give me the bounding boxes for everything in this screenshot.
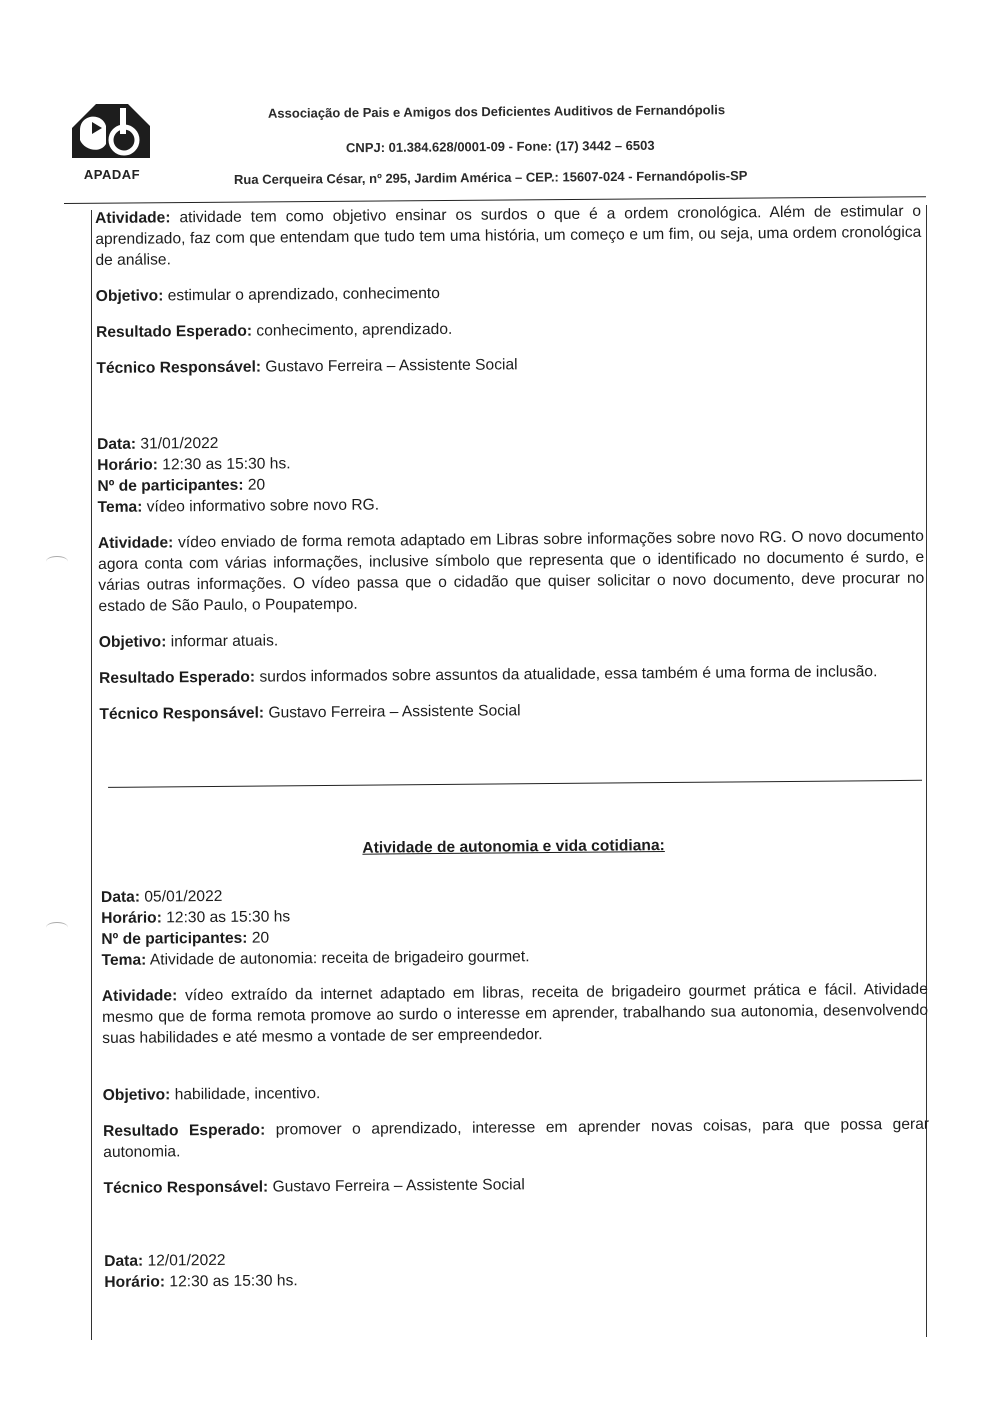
frame-left-border — [91, 210, 92, 1340]
resultado-label: Resultado Esperado: — [99, 668, 256, 687]
address-line: Rua Cerqueira César, nº 295, Jardim América – CEP.: 15607-024 - Fernandópolis-SP — [233, 167, 748, 188]
objetivo-label: Objetivo: — [102, 1086, 171, 1104]
participantes-text: 20 — [247, 929, 270, 947]
objetivo-label: Objetivo: — [98, 633, 167, 651]
tecnico-label: Técnico Responsável: — [96, 358, 262, 377]
apadaf-logo-mark — [66, 100, 156, 162]
document-body — [95, 201, 930, 1293]
section-title: Atividade de autonomia e vida cotidiana: — [362, 837, 665, 857]
horario-label: Horário: — [104, 1273, 166, 1291]
objetivo-label: Objetivo: — [95, 287, 164, 305]
participantes-label: Nº de participantes: — [101, 929, 248, 948]
tecnico-text: Gustavo Ferreira – Assistente Social — [263, 702, 521, 722]
resultado-paragraph — [103, 1114, 929, 1163]
scan-mark — [46, 556, 68, 567]
atividade-text: vídeo enviado de forma remota adaptado em Libras sobre informações sobre novo RG. O novo documento agora conta com várias informações, inclusive símbolo que representa que o identificado no documento é surdo, e várias outras informações. O vídeo passa que o cidadão que quiser solicitar o novo documento, deve procurar no estado de São Paulo, o Poupatempo. — [98, 527, 925, 615]
horario-text: 12:30 as 15:30 hs — [161, 908, 291, 927]
atividade-label: Atividade: — [97, 534, 174, 552]
atividade-label: Atividade: — [101, 987, 178, 1005]
organization-name: Associação de Pais e Amigos dos Deficientes Auditivos de Fernandópolis — [267, 102, 726, 121]
tema-text: Atividade de autonomia: receita de brigadeiro gourmet. — [146, 948, 530, 969]
tema-text: vídeo informativo sobre novo RG. — [142, 496, 380, 516]
tecnico-label: Técnico Responsável: — [99, 704, 265, 723]
data-label: Data: — [96, 435, 137, 453]
atividade-text: atividade tem como objetivo ensinar os surdos o que é a ordem cronológica. Além de estimular o aprendizado, faz com que entendam que tudo tem uma história, um começo e um fim, ou seja, uma ordem cronológica de análise. — [95, 202, 922, 269]
atividade-text: vídeo extraído da internet adaptado em libras, receita de brigadeiro gourmet prática e fácil. Atividade mesmo que de forma remota promove ao surdo o interesse em aprender, trabalhando sua autonomia, desenvolvendo suas habilidades e até mesmo a vontade de ser empreendedor. — [101, 980, 929, 1047]
tecnico-label: Técnico Responsável: — [103, 1178, 269, 1197]
cnpj-phone-line: CNPJ: 01.384.628/0001-09 - Fone: (17) 3442 – 6503 — [345, 137, 655, 156]
apadaf-logo — [66, 100, 158, 182]
tecnico-text: Gustavo Ferreira – Assistente Social — [268, 1176, 525, 1196]
data-text: 05/01/2022 — [139, 887, 223, 906]
section-divider — [108, 780, 922, 788]
scan-mark — [46, 922, 68, 933]
participantes-label: Nº de participantes: — [97, 476, 244, 495]
resultado-text: promover o aprendizado, interesse em aprender novas coisas, para que possa gerar autonomia. — [103, 1115, 930, 1161]
data-label: Data: — [104, 1252, 144, 1270]
atividade-paragraph — [95, 201, 922, 271]
atividade-paragraph — [98, 526, 925, 617]
objetivo-text: habilidade, incentivo. — [170, 1085, 321, 1104]
logo-text: APADAF — [83, 167, 141, 182]
resultado-label: Resultado Esperado: — [96, 322, 253, 341]
horario-label: Horário: — [97, 456, 158, 474]
data-text: 31/01/2022 — [135, 434, 219, 453]
participantes-text: 20 — [243, 476, 266, 494]
horario-text: 12:30 as 15:30 hs. — [164, 1272, 298, 1291]
horario-label: Horário: — [101, 909, 162, 927]
atividade-paragraph — [102, 979, 929, 1049]
resultado-text: surdos informados sobre assuntos da atualidade, essa também é uma forma de inclusão. — [254, 663, 878, 686]
data-text: 12/01/2022 — [143, 1251, 226, 1270]
objetivo-text: informar atuais. — [166, 632, 279, 651]
atividade-label: Atividade: — [95, 209, 171, 227]
tema-label: Tema: — [101, 951, 147, 969]
data-label: Data: — [100, 888, 141, 906]
tema-label: Tema: — [97, 498, 143, 516]
horario-text: 12:30 as 15:30 hs. — [157, 455, 291, 474]
objetivo-text: estimular o aprendizado, conhecimento — [163, 284, 440, 305]
resultado-label: Resultado Esperado: — [102, 1121, 266, 1140]
tecnico-text: Gustavo Ferreira – Assistente Social — [260, 356, 518, 376]
resultado-text: conhecimento, aprendizado. — [251, 320, 453, 340]
